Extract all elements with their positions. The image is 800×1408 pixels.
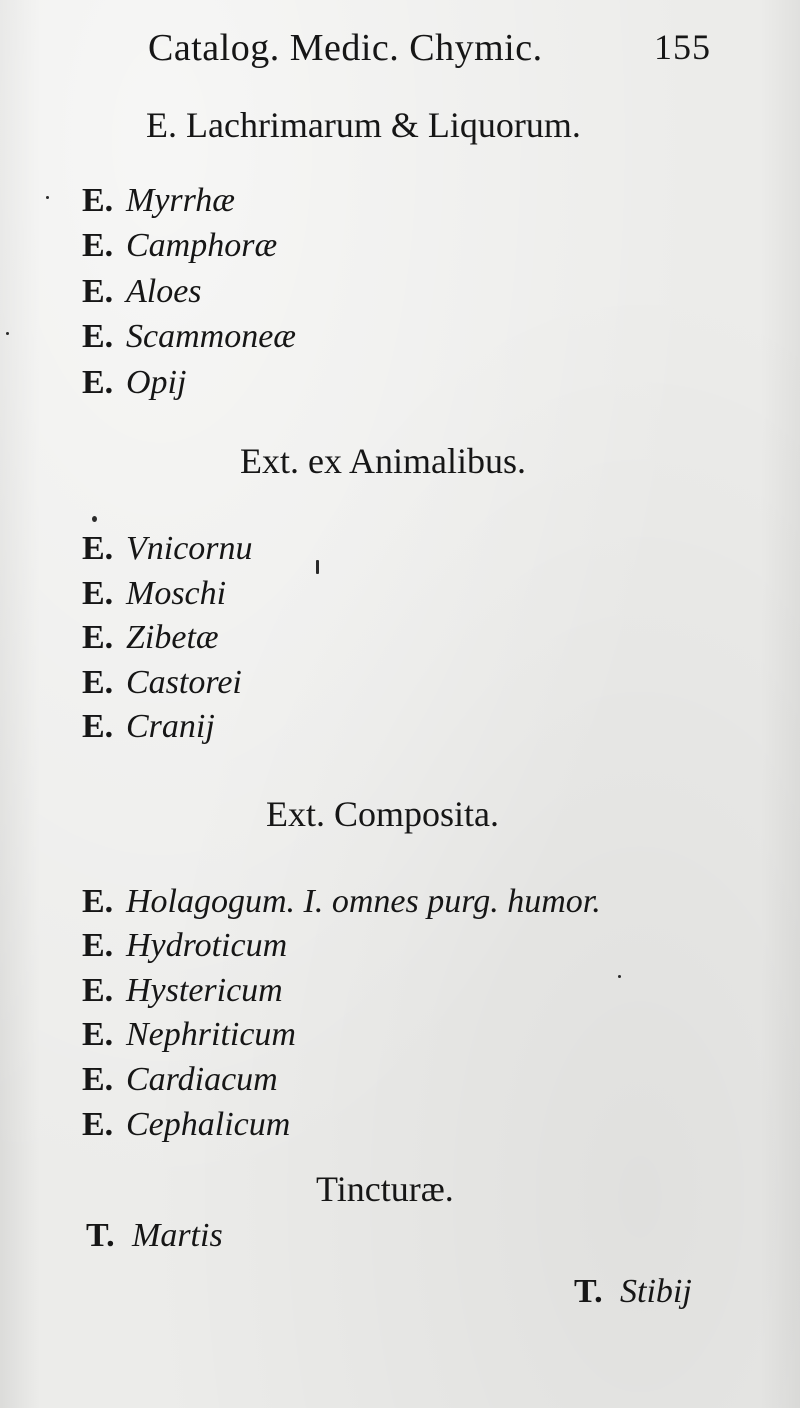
entry-letter: E. bbox=[82, 1106, 114, 1143]
list-item bbox=[82, 273, 202, 311]
entry-name: Opij bbox=[126, 364, 187, 401]
entry-name: Moschi bbox=[126, 575, 227, 612]
entry-letter: E. bbox=[82, 575, 114, 612]
list-item bbox=[82, 972, 283, 1010]
list-item bbox=[574, 1273, 692, 1311]
entry-letter: E. bbox=[82, 1016, 114, 1053]
entry-name: Holagogum. I. omnes purg. humor. bbox=[126, 883, 601, 920]
list-item bbox=[82, 927, 287, 965]
entry-name: Myrrhæ bbox=[126, 182, 235, 219]
list-item bbox=[82, 1061, 278, 1099]
entry-name: Castorei bbox=[126, 664, 242, 701]
entry-letter: E. bbox=[82, 364, 114, 401]
page-number: 155 bbox=[654, 27, 711, 67]
list-item bbox=[82, 1106, 290, 1144]
entry-name: Hystericum bbox=[126, 972, 283, 1009]
list-item bbox=[82, 883, 601, 921]
entry-name: Vnicornu bbox=[126, 530, 253, 567]
section-heading-tincturae: Tincturæ. bbox=[316, 1169, 454, 1209]
list-item bbox=[82, 530, 253, 568]
entry-letter: T. bbox=[574, 1273, 603, 1310]
entry-letter: E. bbox=[82, 182, 114, 219]
entry-letter: E. bbox=[82, 927, 114, 964]
entry-letter: E. bbox=[82, 619, 114, 656]
entry-letter: E. bbox=[82, 530, 114, 567]
entry-name: Aloes bbox=[126, 273, 202, 310]
entry-letter: E. bbox=[82, 273, 114, 310]
list-item bbox=[82, 575, 226, 613]
entry-letter: E. bbox=[82, 318, 114, 355]
entry-letter: E. bbox=[82, 664, 114, 701]
list-item bbox=[82, 1016, 296, 1054]
section-heading-composita: Ext. Composita. bbox=[266, 794, 499, 834]
list-item bbox=[82, 619, 219, 657]
entry-name: Cephalicum bbox=[126, 1106, 291, 1143]
entry-name: Stibij bbox=[620, 1273, 692, 1310]
entry-letter: T. bbox=[86, 1217, 115, 1254]
list-item bbox=[82, 708, 215, 746]
list-item bbox=[82, 318, 296, 356]
list-item bbox=[82, 664, 242, 702]
entry-letter: E. bbox=[82, 972, 114, 1009]
list-item bbox=[82, 182, 235, 220]
running-title: Catalog. Medic. Chymic. bbox=[148, 27, 543, 69]
entry-letter: E. bbox=[82, 227, 114, 264]
list-item bbox=[86, 1217, 223, 1255]
entry-name: Cranij bbox=[126, 708, 215, 745]
entry-letter: E. bbox=[82, 708, 114, 745]
entry-letter: E. bbox=[82, 883, 114, 920]
entry-name: Scammoneæ bbox=[126, 318, 296, 355]
entry-name: Camphoræ bbox=[126, 227, 278, 264]
list-item bbox=[82, 364, 186, 402]
entry-name: Nephriticum bbox=[126, 1016, 296, 1053]
entry-name: Zibetæ bbox=[126, 619, 219, 656]
section-heading-lachrimarum: E. Lachrimarum & Liquorum. bbox=[146, 105, 581, 145]
entry-name: Martis bbox=[132, 1217, 223, 1254]
section-heading-animalibus: Ext. ex Animalibus. bbox=[240, 441, 526, 481]
entry-name: Hydroticum bbox=[126, 927, 288, 964]
list-item bbox=[82, 227, 277, 265]
entry-name: Cardiacum bbox=[126, 1061, 278, 1098]
entry-letter: E. bbox=[82, 1061, 114, 1098]
